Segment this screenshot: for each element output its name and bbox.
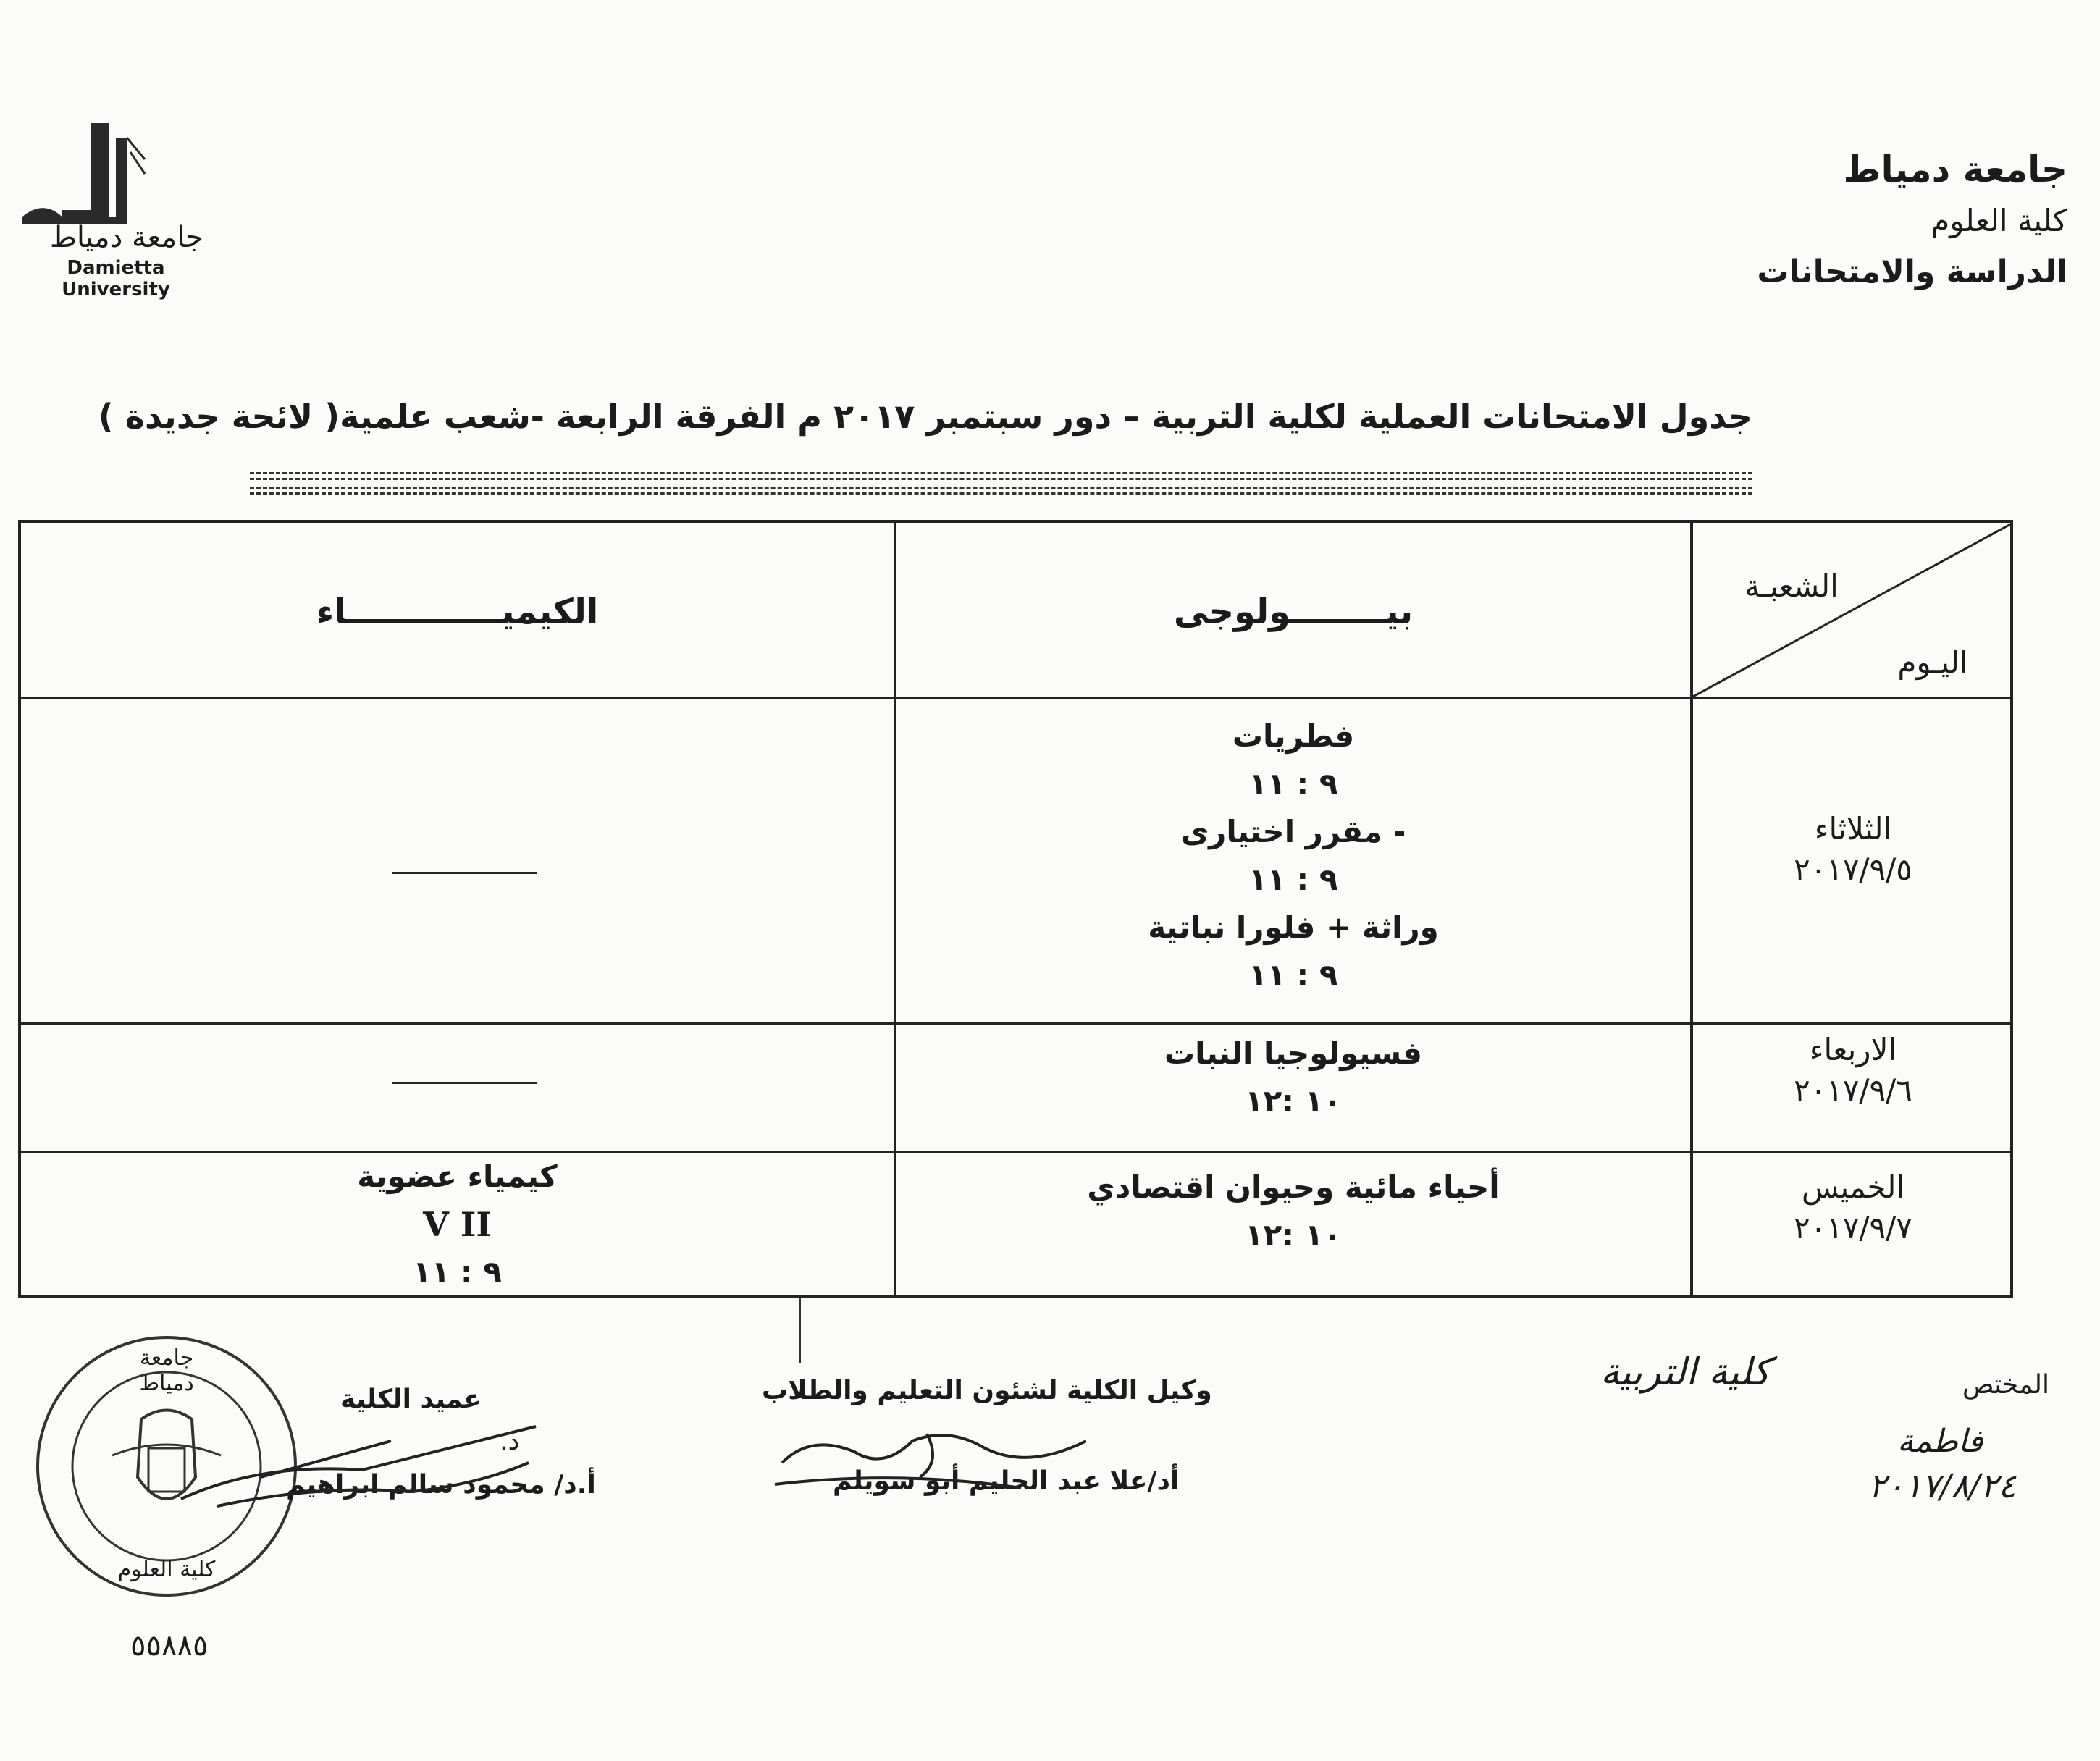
corner-header-section: الشعبـة [1744, 568, 1839, 604]
biology-cell-wednesday [896, 1030, 1690, 1125]
day-name: الاربعاء [1809, 1032, 1897, 1067]
day-name: الخميس [1801, 1169, 1905, 1205]
exam-time: ٩ : ١١ [413, 1254, 502, 1290]
header-department: الدراسة والامتحانات [1757, 253, 2067, 290]
logo-english-text: Damietta University [62, 257, 170, 300]
day-cell-tuesday [1693, 809, 2013, 890]
exam-subject: فسيولوجيا النبات [1164, 1035, 1423, 1071]
exam-time: ٩ : ١١ [1248, 957, 1338, 993]
empty-dash-tuesday [392, 872, 537, 874]
empty-dash-wednesday [392, 1082, 537, 1084]
biology-cell-thursday [896, 1164, 1690, 1259]
stamp-top-text: جامعة دمياط [139, 1345, 194, 1396]
dean-title: عميد الكلية [340, 1384, 482, 1414]
day-cell-thursday [1693, 1167, 2013, 1248]
handwritten-name: فاطمة [1897, 1423, 1983, 1460]
exam-time: ٩ : ١١ [1248, 766, 1338, 802]
title-underline [250, 472, 1752, 480]
exam-subject: فطريات [1232, 718, 1355, 754]
dean-prefix: د. [500, 1426, 520, 1456]
handwritten-faculty: كلية التربية [1600, 1350, 1771, 1394]
header-faculty: كلية العلوم [1931, 203, 2067, 238]
exam-time: ٩ : ١١ [1248, 862, 1338, 897]
vice-dean-name: أد/علا عبد الحليم أبو سويلم [833, 1466, 1180, 1496]
chemistry-cell-thursday [21, 1153, 894, 1296]
handwritten-date: ٢٠١٧/٨/٢٤ [1868, 1466, 2016, 1505]
header-row-divider [21, 697, 2013, 699]
column-header-chemistry: الكيميـــــــــــــاء [316, 592, 599, 632]
day-name: الثلاثاء [1814, 811, 1892, 846]
column-header-biology: بيــــــــولوجى [1173, 592, 1414, 632]
biology-cell-tuesday [896, 713, 1690, 999]
exam-schedule-table [18, 520, 2013, 1298]
exam-subject: كيمياء عضوية [357, 1159, 558, 1194]
header-university: جامعة دمياط [1843, 148, 2067, 190]
dean-signature-icon [174, 1419, 550, 1521]
day-date: ٢٠١٧/٩/٥ [1794, 852, 1912, 887]
table-stub-line [799, 1298, 801, 1363]
exam-time: ١٠ :١٢ [1245, 1217, 1342, 1253]
corner-header-day: اليـوم [1897, 644, 1968, 680]
university-logo [18, 116, 214, 300]
stamp-bottom-text: كلية العلوم [117, 1557, 216, 1582]
page-title: جدول الامتحانات العملية لكلية التربية – دور سبتمبر ٢٠١٧ م الفرقة الرابعة -شعب علمية( لائحة جديدة ) [98, 397, 1752, 436]
stamp-number: ٥٥٨٨٥ [130, 1629, 209, 1663]
vice-dean-signature-icon [768, 1419, 1101, 1499]
row-divider-1 [21, 1022, 2013, 1025]
day-date: ٢٠١٧/٩/٦ [1794, 1072, 1912, 1108]
day-date: ٢٠١٧/٩/٧ [1794, 1210, 1912, 1245]
exam-code: V II [423, 1205, 492, 1244]
exam-subject: أحياء مائية وحيوان اقتصادي [1087, 1169, 1500, 1205]
logo-arabic-text: جامعة دمياط [49, 221, 204, 254]
exam-subject: - مقرر اختيارى [1180, 814, 1406, 849]
responsible-title: المختص [1962, 1370, 2049, 1400]
title-underline-2 [250, 487, 1752, 495]
exam-time: ١٠ :١٢ [1245, 1083, 1342, 1119]
exam-subject: وراثة + فلورا نباتية [1148, 909, 1439, 945]
day-cell-wednesday [1693, 1030, 2013, 1111]
vice-dean-title: وكيل الكلية لشئون التعليم والطلاب [762, 1376, 1212, 1405]
dean-name: أ.د/ محمود سالم ابراهيم [286, 1470, 596, 1500]
